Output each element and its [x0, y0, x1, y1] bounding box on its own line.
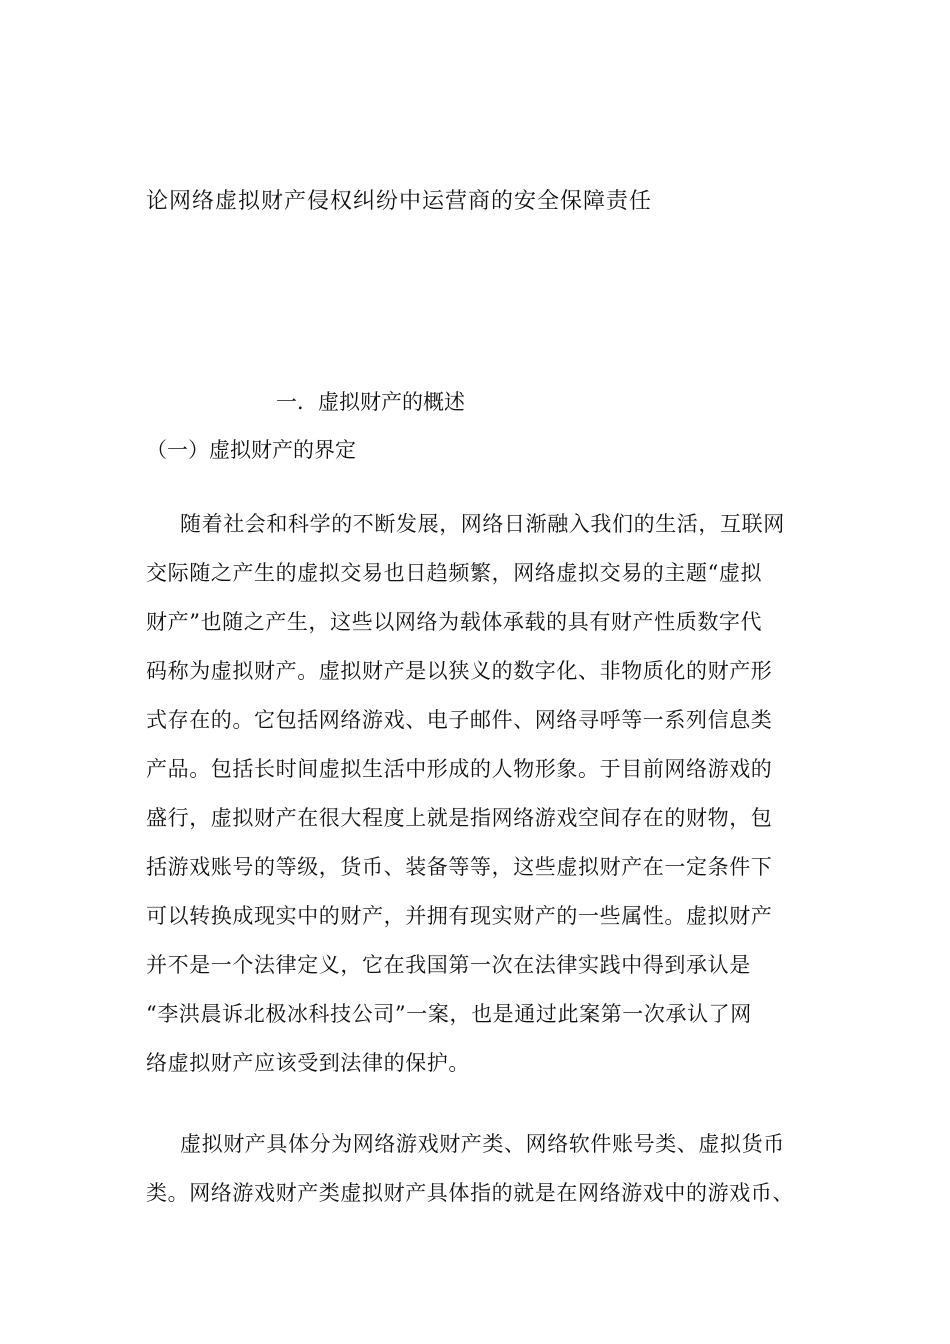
- paragraph-line: 络虚拟财产应该受到法律的保护。: [146, 1051, 470, 1075]
- paragraph-line: “李洪晨诉北极冰科技公司”一案，也是通过此案第一次承认了网: [146, 1002, 752, 1026]
- section-heading: 一．虚拟财产的概述: [276, 390, 465, 414]
- body-paragraph-2: [146, 1120, 806, 1218]
- paragraph-line: 可以转换成现实中的财产，并拥有现实财产的一些属性。虚拟财产: [146, 904, 773, 928]
- paragraph-line: 括游戏账号的等级，货币、装备等等，这些虚拟财产在一定条件下: [146, 855, 773, 879]
- sub-heading: （一）虚拟财产的界定: [146, 438, 356, 462]
- paragraph-line: 产品。包括长时间虚拟生活中形成的人物形象。于目前网络游戏的: [146, 757, 773, 781]
- paragraph-line: 式存在的。它包括网络游戏、电子邮件、网络寻呼等一系列信息类: [146, 708, 773, 732]
- paragraph-line: 并不是一个法律定义，它在我国第一次在法律实践中得到承认是: [146, 953, 751, 977]
- paragraph-line: 财产”也随之产生，这些以网络为载体承载的具有财产性质数字代: [146, 610, 763, 634]
- paragraph-line: 类。网络游戏财产类虚拟财产具体指的就是在网络游戏中的游戏币、: [146, 1181, 794, 1205]
- paragraph-line: 随着社会和科学的不断发展，网络日渐融入我们的生活，互联网: [180, 512, 785, 536]
- paragraph-line: 码称为虚拟财产。虚拟财产是以狭义的数字化、非物质化的财产形: [146, 659, 773, 683]
- paragraph-line: 虚拟财产具体分为网络游戏财产类、网络软件账号类、虚拟货币: [180, 1132, 785, 1156]
- body-paragraph-1: [146, 500, 806, 1088]
- paragraph-line: 交际随之产生的虚拟交易也日趋频繁，网络虚拟交易的主题“虚拟: [146, 561, 763, 585]
- document-title: 论网络虚拟财产侵权纠纷中运营商的安全保障责任: [146, 189, 653, 214]
- paragraph-line: 盛行，虚拟财产在很大程度上就是指网络游戏空间存在的财物，包: [146, 806, 773, 830]
